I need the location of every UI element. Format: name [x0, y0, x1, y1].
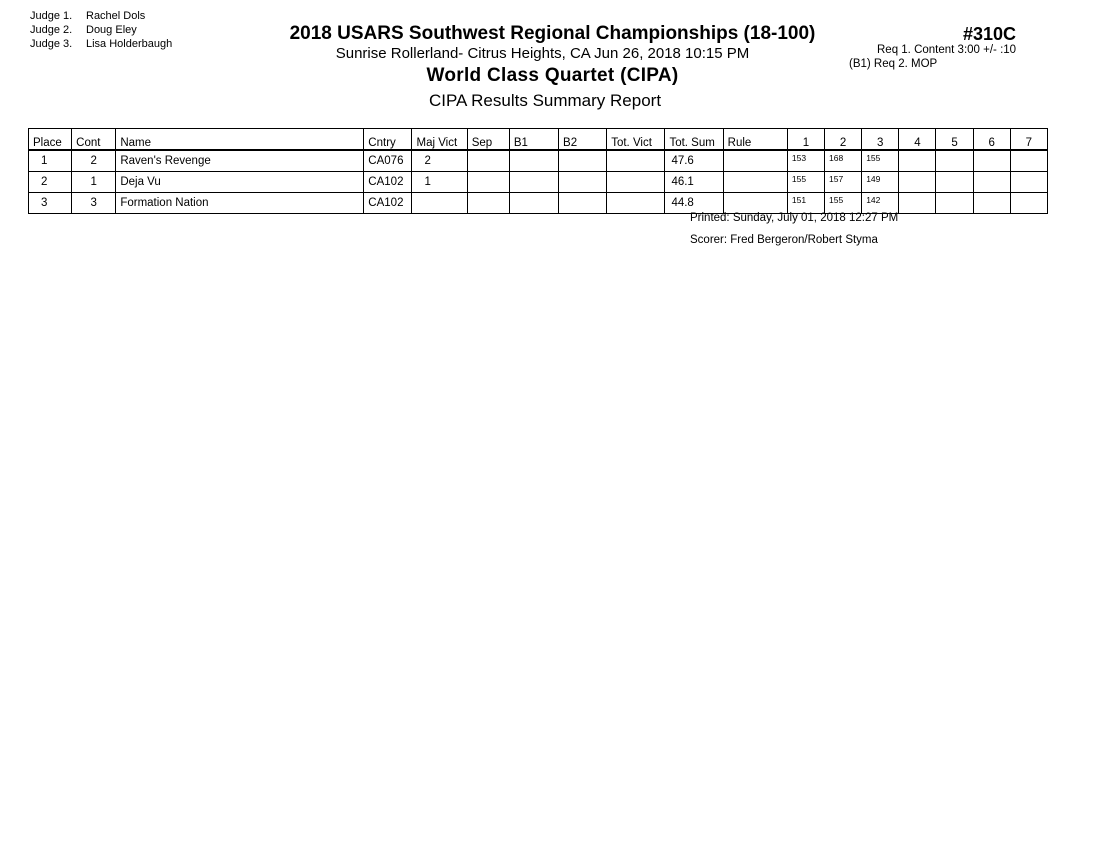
cell-judge-4 [899, 193, 936, 214]
cell-place: 3 [29, 193, 72, 214]
col-header-name: Name [116, 129, 364, 151]
cell-sep [467, 150, 509, 172]
cell-judge-4 [899, 172, 936, 193]
cell-maj-vict: 2 [412, 150, 467, 172]
cell-maj-vict: 1 [412, 172, 467, 193]
cell-cntry: CA076 [364, 150, 412, 172]
venue-datetime: Sunrise Rollerland- Citrus Heights, CA Jun 26, 2018 10:15 PM [335, 45, 750, 62]
col-header-maj-vict: Maj Vict [412, 129, 467, 151]
cell-name: Formation Nation [116, 193, 364, 214]
cell-place: 1 [29, 150, 72, 172]
cell-judge-3: 149 [862, 172, 899, 193]
cell-rule [723, 193, 787, 214]
cell-judge-2: 155 [825, 193, 862, 214]
event-name: World Class Quartet (CIPA) [426, 65, 679, 86]
judge-label: Judge 2. [30, 24, 73, 36]
col-header-place: Place [29, 129, 72, 151]
event-number: #310C [963, 24, 1017, 44]
cell-judge-6 [973, 150, 1010, 172]
requirement-1: Req 1. Content 3:00 +/- :10 [877, 44, 1017, 56]
cell-b2 [559, 172, 607, 193]
cell-judge-7 [1010, 193, 1047, 214]
cell-tot-vict [607, 172, 665, 193]
cell-judge-6 [973, 172, 1010, 193]
judge-name: Lisa Holderbaugh [86, 38, 173, 50]
judge-row [30, 9, 172, 23]
results-table [28, 128, 1048, 214]
cell-b1 [509, 172, 558, 193]
cell-judge-1: 151 [787, 193, 824, 214]
judge-name: Doug Eley [86, 24, 137, 36]
cell-b1 [509, 193, 558, 214]
cell-judge-7 [1010, 172, 1047, 193]
cell-cont: 2 [72, 150, 116, 172]
table-row [29, 172, 1048, 193]
table-row [29, 150, 1048, 172]
scorer-names: Scorer: Fred Bergeron/Robert Styma [690, 234, 878, 246]
col-header-judge-4: 4 [899, 129, 936, 151]
cell-tot-vict [607, 193, 665, 214]
competition-title: 2018 USARS Southwest Regional Championships (18-100) [289, 23, 816, 44]
col-header-judge-6: 6 [973, 129, 1010, 151]
cell-b1 [509, 150, 558, 172]
cell-judge-2: 168 [825, 150, 862, 172]
cell-sep [467, 193, 509, 214]
cell-judge-1: 153 [787, 150, 824, 172]
report-title: CIPA Results Summary Report [428, 91, 662, 110]
cell-sep [467, 172, 509, 193]
cell-name: Deja Vu [116, 172, 364, 193]
judge-name: Rachel Dols [86, 10, 146, 22]
cell-tot-sum: 47.6 [665, 150, 723, 172]
judge-label: Judge 3. [30, 38, 73, 50]
judge-label: Judge 1. [30, 10, 73, 22]
cell-tot-sum: 44.8 [665, 193, 723, 214]
col-header-rule: Rule [723, 129, 787, 151]
cell-name: Raven's Revenge [116, 150, 364, 172]
requirement-2: (B1) Req 2. MOP [849, 58, 938, 70]
col-header-judge-1: 1 [787, 129, 824, 151]
cell-judge-3: 155 [862, 150, 899, 172]
col-header-tot-vict: Tot. Vict [607, 129, 665, 151]
cell-rule [723, 172, 787, 193]
col-header-judge-3: 3 [862, 129, 899, 151]
col-header-tot-sum: Tot. Sum [665, 129, 723, 151]
table-row [29, 193, 1048, 214]
cell-tot-sum: 46.1 [665, 172, 723, 193]
col-header-b2: B2 [559, 129, 607, 151]
cell-judge-3: 142 [862, 193, 899, 214]
cell-judge-6 [973, 193, 1010, 214]
col-header-judge-2: 2 [825, 129, 862, 151]
cell-rule [723, 150, 787, 172]
cell-judge-7 [1010, 150, 1047, 172]
cell-cont: 1 [72, 172, 116, 193]
cell-judge-2: 157 [825, 172, 862, 193]
col-header-sep: Sep [467, 129, 509, 151]
cell-judge-4 [899, 150, 936, 172]
cell-place: 2 [29, 172, 72, 193]
cell-maj-vict [412, 193, 467, 214]
cell-judge-5 [936, 172, 973, 193]
cell-judge-1: 155 [787, 172, 824, 193]
cell-tot-vict [607, 150, 665, 172]
col-header-cntry: Cntry [364, 129, 412, 151]
cell-b2 [559, 150, 607, 172]
cell-judge-5 [936, 193, 973, 214]
cell-cont: 3 [72, 193, 116, 214]
col-header-b1: B1 [509, 129, 558, 151]
cell-cntry: CA102 [364, 193, 412, 214]
cell-cntry: CA102 [364, 172, 412, 193]
cell-b2 [559, 193, 607, 214]
col-header-cont: Cont [72, 129, 116, 151]
table-header-row [29, 129, 1048, 151]
cell-judge-5 [936, 150, 973, 172]
col-header-judge-5: 5 [936, 129, 973, 151]
printed-timestamp: Printed: Sunday, July 01, 2018 12:27 PM [690, 212, 899, 224]
col-header-judge-7: 7 [1010, 129, 1047, 151]
